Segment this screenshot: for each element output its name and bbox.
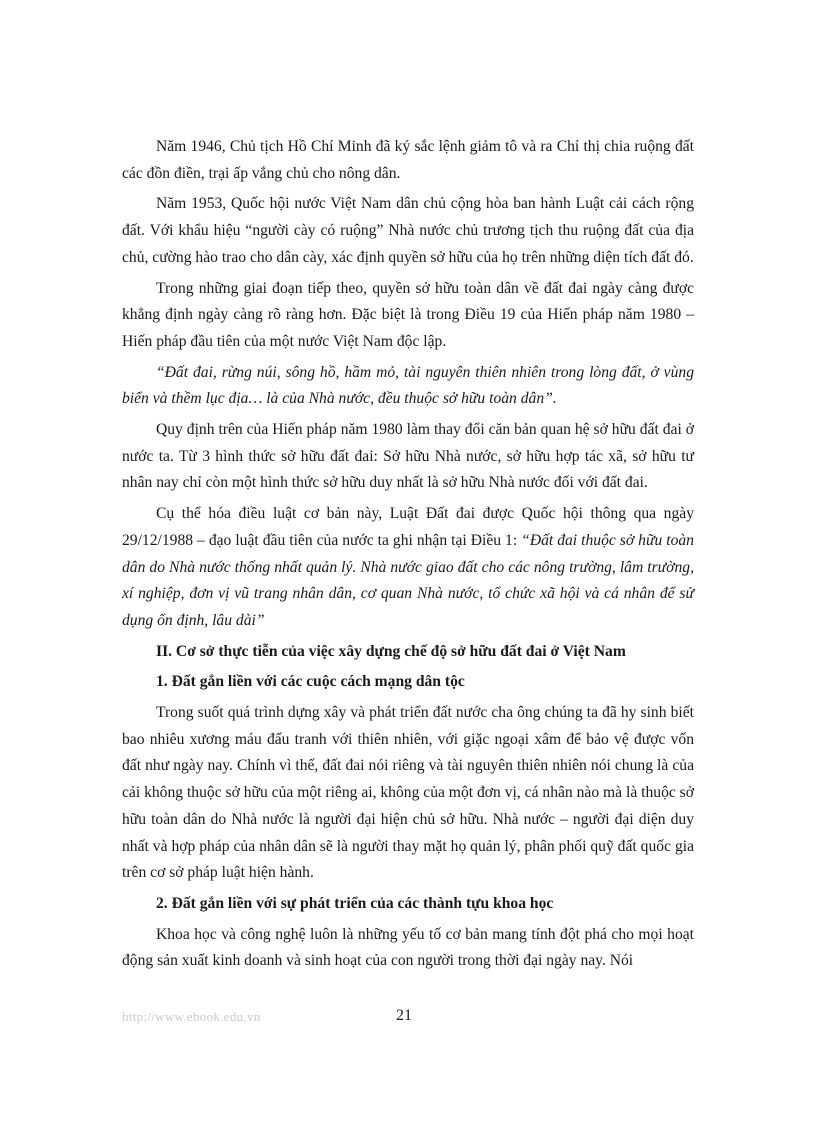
- paragraph-land-law-1988: [122, 501, 694, 635]
- section-heading: II. Cơ sở thực tiễn của việc xây dựng chế độ sở hữu đất đai ở Việt Nam: [156, 642, 626, 660]
- document-body: [122, 134, 694, 979]
- land-law-quote: “Đất đai thuộc sở hữu toàn dân do Nhà nước thống nhất quản lý. Nhà nước giao đất cho các nông trường, lâm trường, xí nghiệp, đơn vị vũ trang nhân dân, cơ quan Nhà nước, tổ chức xã hội và cá nhân để sử dụng ổn định, lâu dài”: [122, 531, 694, 629]
- subsection-heading-1: 1. Đất gắn liền với các cuộc cách mạng dân tộc: [156, 673, 465, 691]
- land-law-lead: Cụ thể hóa điều luật cơ bản này, Luật Đất đai được Quốc hội thông qua ngày 29/12/1988 – đạo luật đầu tiên của nước ta ghi nhận tại Điều 1:: [122, 505, 694, 549]
- paragraph-1946: Năm 1946, Chủ tịch Hồ Chí Minh đã ký sắc lệnh giảm tô và ra Chỉ thị chia ruộng đất các đồn điền, trại ấp vắng chủ cho nông dân.: [122, 138, 694, 182]
- subsection-text-2: Khoa học và công nghệ luôn là những yếu tố cơ bản mang tính đột phá cho mọi hoạt động sản xuất kinh doanh và sinh hoạt của con người trong thời đại ngày nay. Nói: [122, 925, 694, 970]
- footer-url[interactable]: http://www.ebook.edu.vn: [122, 1009, 261, 1024]
- paragraph-ownership-change: Quy định trên của Hiến pháp năm 1980 làm thay đổi căn bản quan hệ sở hữu đất đai ở nước ta. Từ 3 hình thức sở hữu đất đai: Sở hữu Nhà nước, sở hữu hợp tác xã, sở hữu tư nhân nay chỉ còn một hình thức sở hữu duy nhất là sở hữu Nhà nước đối với đất đai.: [122, 421, 694, 492]
- page-number: 21: [396, 1007, 412, 1024]
- subsection-heading-2: 2. Đất gắn liền với sự phát triển của các thành tựu khoa học: [156, 894, 554, 912]
- paragraph-1953: Năm 1953, Quốc hội nước Việt Nam dân chủ cộng hòa ban hành Luật cải cách rộng đất. Với khẩu hiệu “người cày có ruộng” Nhà nước chủ trương tịch thu ruộng đất của địa chủ, cường hào trao cho dân cày, xác định quyền sở hữu của họ trên những diện tích đất đó.: [122, 195, 694, 266]
- paragraph-constitution-1980: Trong những giai đoạn tiếp theo, quyền sở hữu toàn dân về đất đai ngày càng được khẳng định ngày càng rõ ràng hơn. Đặc biệt là trong Điều 19 của Hiến pháp năm 1980 – Hiến pháp đầu tiên của một nước Việt Nam độc lập.: [122, 279, 694, 350]
- constitution-quote: “Đất đai, rừng núi, sông hồ, hầm mỏ, tài nguyên thiên nhiên trong lòng đất, ở vùng biển và thềm lục địa… là của Nhà nước, đều thuộc sở hữu toàn dân”.: [122, 363, 694, 408]
- subsection-text-1: Trong suốt quá trình dựng xây và phát triển đất nước cha ông chúng ta đã hy sinh biết bao nhiêu xương máu đấu tranh với thiên nhiên, với giặc ngoại xâm để bảo vệ được vốn đất như ngày nay. Chính vì thế, đất đai nói riêng và tài nguyên thiên nhiên nói chung là của cải không thuộc sở hữu của một riêng ai, không của một đơn vị, cá nhân nào mà là thuộc sở hữu toàn dân do Nhà nước là người đại hiện chủ sở hữu. Nhà nước – người đại diện duy nhất và hợp pháp của nhân dân sẽ là người thay mặt họ quản lý, phân phối quỹ đất quốc gia trên cơ sở pháp luật hiện hành.: [122, 704, 694, 882]
